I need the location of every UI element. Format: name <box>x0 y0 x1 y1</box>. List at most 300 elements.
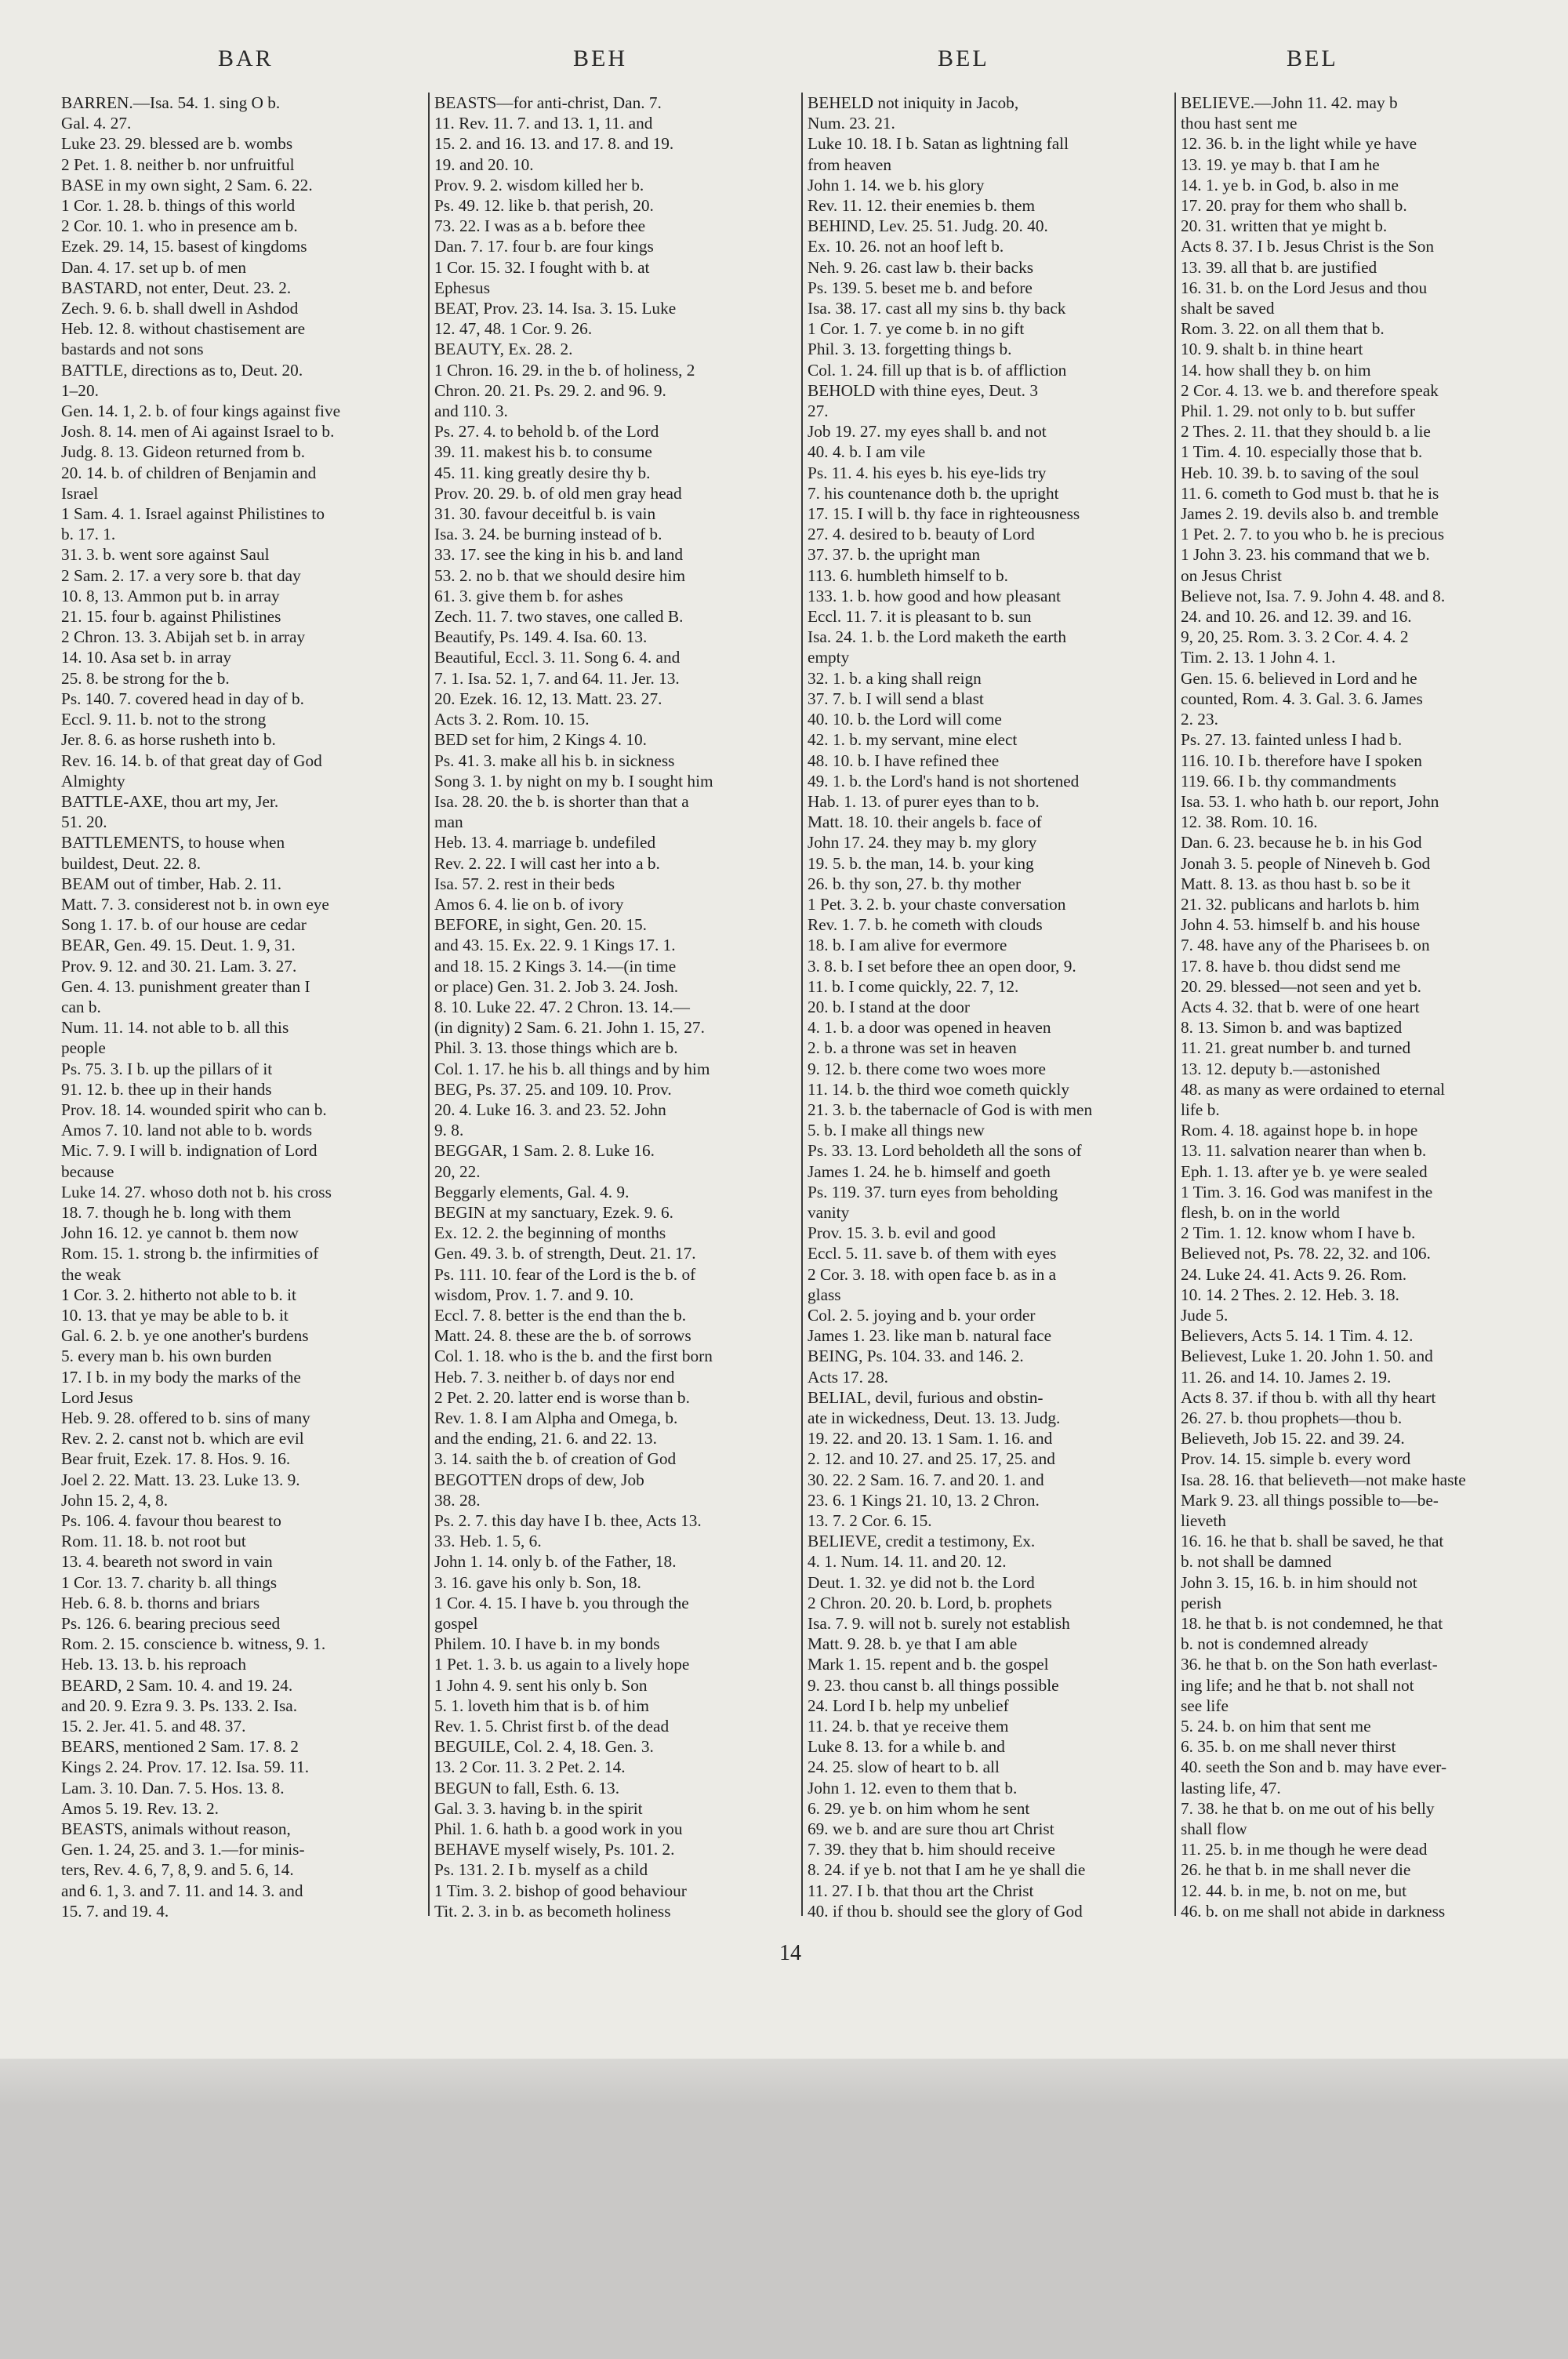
concordance-line: 1 Pet. 1. 3. b. us again to a lively hope <box>434 1655 690 1674</box>
concordance-line: 1 Cor. 1. 7. ye come b. in no gift <box>808 319 1025 339</box>
concordance-line: Matt. 8. 13. as thou hast b. so be it <box>1181 874 1410 893</box>
concordance-line: Heb. 7. 3. neither b. of days nor end <box>434 1367 675 1387</box>
concordance-line: and 18. 15. 2 Kings 3. 14.—(in time <box>434 956 677 976</box>
concordance-line: and the ending, 21. 6. and 22. 13. <box>434 1429 657 1448</box>
concordance-line: 69. we b. and are sure thou art Christ <box>808 1819 1054 1839</box>
concordance-line: 1 John 3. 23. his command that we b. <box>1181 545 1430 565</box>
concordance-line: 49. 1. b. the Lord's hand is not shortened <box>808 771 1080 791</box>
concordance-line: Ps. 33. 13. Lord beholdeth all the sons of <box>808 1141 1082 1161</box>
concordance-line: BEHIND, Lev. 25. 51. Judg. 20. 40. <box>808 216 1048 236</box>
column-4 <box>1181 93 1543 1920</box>
concordance-line: Mic. 7. 9. I will b. indignation of Lord <box>61 1141 318 1161</box>
concordance-line: shall flow <box>1181 1819 1247 1839</box>
concordance-line: on Jesus Christ <box>1181 565 1282 585</box>
concordance-line: perish <box>1181 1593 1222 1612</box>
concordance-line: 13. 7. 2 Cor. 6. 15. <box>808 1511 932 1531</box>
concordance-line: BEAUTY, Ex. 28. 2. <box>434 340 573 359</box>
concordance-line: Mark 9. 23. all things possible to—be- <box>1181 1490 1439 1510</box>
concordance-line: 13. 2 Cor. 11. 3. 2 Pet. 2. 14. <box>434 1757 626 1777</box>
concordance-line: Bear fruit, Ezek. 17. 8. Hos. 9. 16. <box>61 1449 291 1469</box>
concordance-line: 26. b. thy son, 27. b. thy mother <box>808 874 1022 893</box>
concordance-line: 16. 31. b. on the Lord Jesus and thou <box>1181 278 1428 297</box>
concordance-line: John 16. 12. ye cannot b. them now <box>61 1223 299 1243</box>
concordance-line: 12. 44. b. in me, b. not on me, but <box>1181 1881 1407 1900</box>
concordance-line: BEAM out of timber, Hab. 2. 11. <box>61 874 282 893</box>
concordance-line: shalt be saved <box>1181 299 1275 318</box>
concordance-line: Isa. 7. 9. will not b. surely not establish <box>808 1614 1070 1634</box>
concordance-line: 19. and 20. 10. <box>434 154 534 174</box>
concordance-line: 2 Cor. 10. 1. who in presence am b. <box>61 216 298 236</box>
concordance-line: 7. 48. have any of the Pharisees b. on <box>1181 936 1430 955</box>
concordance-line: Col. 2. 5. joying and b. your order <box>808 1305 1036 1325</box>
concordance-line: 26. he that b. in me shall never die <box>1181 1860 1411 1880</box>
concordance-line: John 1. 14. we b. his glory <box>808 175 985 194</box>
concordance-line: 10. 14. 2 Thes. 2. 12. Heb. 3. 18. <box>1181 1285 1399 1304</box>
concordance-line: 116. 10. I b. therefore have I spoken <box>1181 751 1422 770</box>
concordance-line: BEAR, Gen. 49. 15. Deut. 1. 9, 31. <box>61 936 296 955</box>
concordance-line: 15. 2. Jer. 41. 5. and 48. 37. <box>61 1717 246 1736</box>
concordance-line: Matt. 24. 8. these are the b. of sorrows <box>434 1326 691 1346</box>
concordance-line: Heb. 6. 8. b. thorns and briars <box>61 1593 260 1612</box>
concordance-line: 36. he that b. on the Son hath everlast- <box>1181 1655 1438 1674</box>
concordance-line: BEFORE, in sight, Gen. 20. 15. <box>434 915 647 935</box>
concordance-line: Dan. 7. 17. four b. are four kings <box>434 237 654 256</box>
concordance-line: 2. b. a throne was set in heaven <box>808 1038 1017 1058</box>
concordance-line: Heb. 10. 39. b. to saving of the soul <box>1181 463 1420 482</box>
concordance-line: Acts 8. 37. I b. Jesus Christ is the Son <box>1181 237 1435 256</box>
concordance-line: Ps. 106. 4. favour thou bearest to <box>61 1511 281 1531</box>
concordance-line: 113. 6. humbleth himself to b. <box>808 565 1008 585</box>
concordance-line: James 2. 19. devils also b. and tremble <box>1181 504 1439 524</box>
concordance-line: Matt. 9. 28. b. ye that I am able <box>808 1634 1018 1654</box>
concordance-line: 9, 20, 25. Rom. 3. 3. 2 Cor. 4. 4. 2 <box>1181 627 1409 647</box>
concordance-line: Philem. 10. I have b. in my bonds <box>434 1634 660 1654</box>
concordance-line: 30. 22. 2 Sam. 16. 7. and 20. 1. and <box>808 1470 1044 1489</box>
concordance-line: 21. 3. b. the tabernacle of God is with men <box>808 1100 1093 1119</box>
concordance-line: 20. b. I stand at the door <box>808 997 971 1016</box>
concordance-line: BEASTS—for anti-christ, Dan. 7. <box>434 93 662 112</box>
concordance-line: Gal. 6. 2. b. ye one another's burdens <box>61 1326 309 1346</box>
concordance-line: and 6. 1, 3. and 7. 11. and 14. 3. and <box>61 1881 303 1900</box>
concordance-line: Rom. 11. 18. b. not root but <box>61 1532 246 1551</box>
concordance-line: Jude 5. <box>1181 1305 1229 1325</box>
concordance-line: Rom. 3. 22. on all them that b. <box>1181 319 1385 339</box>
concordance-line: Dan. 6. 23. because he b. in his God <box>1181 833 1422 852</box>
concordance-line: Ps. 119. 37. turn eyes from beholding <box>808 1182 1058 1201</box>
concordance-line: 24. 25. slow of heart to b. all <box>808 1757 1000 1777</box>
concordance-line: Rev. 16. 14. b. of that great day of God <box>61 751 322 770</box>
concordance-line: 8. 24. if ye b. not that I am he ye shall die <box>808 1860 1086 1880</box>
concordance-line: 10. 13. that ye may be able to b. it <box>61 1305 289 1325</box>
concordance-line: 13. 39. all that b. are justified <box>1181 257 1377 277</box>
column-2 <box>434 93 797 1920</box>
concordance-line: Ex. 12. 2. the beginning of months <box>434 1223 666 1243</box>
concordance-line: 11. 21. great number b. and turned <box>1181 1038 1411 1058</box>
concordance-line: Almighty <box>61 771 125 791</box>
concordance-line: Luke 8. 13. for a while b. and <box>808 1737 1005 1757</box>
concordance-line: 11. 26. and 14. 10. James 2. 19. <box>1181 1367 1392 1387</box>
concordance-line: 51. 20. <box>61 812 107 832</box>
concordance-line: BEING, Ps. 104. 33. and 146. 2. <box>808 1347 1024 1366</box>
concordance-line: man <box>434 812 463 832</box>
concordance-line: 33. Heb. 1. 5, 6. <box>434 1532 542 1551</box>
concordance-line: 1 Cor. 4. 15. I have b. you through the <box>434 1593 689 1612</box>
concordance-line: 24. Lord I b. help my unbelief <box>808 1696 1009 1715</box>
concordance-line: BEGUN to fall, Esth. 6. 13. <box>434 1778 620 1797</box>
concordance-line: b. not shall be damned <box>1181 1552 1332 1572</box>
concordance-line: 40. seeth the Son and b. may have ever- <box>1181 1757 1447 1777</box>
concordance-line: Isa. 38. 17. cast all my sins b. thy back <box>808 299 1066 318</box>
running-headers <box>61 45 1551 85</box>
concordance-line: Isa. 24. 1. b. the Lord maketh the earth <box>808 627 1066 647</box>
concordance-line: Luke 10. 18. I b. Satan as lightning fall <box>808 134 1069 154</box>
concordance-line: 7. 39. they that b. him should receive <box>808 1840 1055 1859</box>
concordance-line: 3. 14. saith the b. of creation of God <box>434 1449 677 1469</box>
concordance-line: and 20. 9. Ezra 9. 3. Ps. 133. 2. Isa. <box>61 1696 298 1715</box>
concordance-line: Lord Jesus <box>61 1387 133 1407</box>
concordance-line: Beautify, Ps. 149. 4. Isa. 60. 13. <box>434 627 648 647</box>
concordance-line: 119. 66. I b. thy commandments <box>1181 771 1396 791</box>
concordance-line: Ps. 27. 13. fainted unless I had b. <box>1181 730 1403 750</box>
concordance-line: John 15. 2, 4, 8. <box>61 1490 169 1510</box>
concordance-line: Gen. 4. 13. punishment greater than I <box>61 976 310 996</box>
concordance-line: Tim. 2. 13. 1 John 4. 1. <box>1181 648 1336 667</box>
concordance-line: 18. 7. though he b. long with them <box>61 1202 292 1222</box>
concordance-line: 4. 1. b. a door was opened in heaven <box>808 1018 1051 1038</box>
concordance-line: see life <box>1181 1696 1229 1715</box>
concordance-line: Phil. 1. 29. not only to b. but suffer <box>1181 402 1415 421</box>
concordance-line: 13. 11. salvation nearer than when b. <box>1181 1141 1427 1161</box>
concordance-line: 3. 16. gave his only b. Son, 18. <box>434 1572 641 1592</box>
concordance-line: 31. 30. favour deceitful b. is vain <box>434 504 656 524</box>
concordance-line: Isa. 3. 24. be burning instead of b. <box>434 525 662 544</box>
concordance-line: 11. 24. b. that ye receive them <box>808 1717 1009 1736</box>
concordance-line: Col. 1. 18. who is the b. and the first born <box>434 1347 713 1366</box>
concordance-line: 45. 11. king greatly desire thy b. <box>434 463 651 482</box>
concordance-line: 2 Cor. 4. 13. we b. and therefore speak <box>1181 380 1439 400</box>
concordance-line: ing life; and he that b. not shall not <box>1181 1675 1414 1695</box>
concordance-line: 12. 36. b. in the light while ye have <box>1181 134 1417 154</box>
concordance-line: empty <box>808 648 850 667</box>
concordance-line: (in dignity) 2 Sam. 6. 21. John 1. 15, 27. <box>434 1018 705 1038</box>
concordance-line: Phil. 1. 6. hath b. a good work in you <box>434 1819 683 1839</box>
concordance-line: Prov. 18. 14. wounded spirit who can b. <box>61 1100 327 1119</box>
concordance-line: Acts 8. 37. if thou b. with all thy heart <box>1181 1387 1436 1407</box>
concordance-line: Deut. 1. 32. ye did not b. the Lord <box>808 1572 1035 1592</box>
concordance-line: buildest, Deut. 22. 8. <box>61 853 201 873</box>
concordance-line: Gen. 15. 6. believed in Lord and he <box>1181 668 1417 688</box>
concordance-line: Believe not, Isa. 7. 9. John 4. 48. and 8. <box>1181 586 1446 605</box>
concordance-line: counted, Rom. 4. 3. Gal. 3. 6. James <box>1181 689 1423 708</box>
concordance-line: 1 Tim. 3. 2. bishop of good behaviour <box>434 1881 687 1900</box>
concordance-line: bastards and not sons <box>61 340 204 359</box>
concordance-line: 18. he that b. is not condemned, he that <box>1181 1614 1443 1634</box>
concordance-line: Heb. 12. 8. without chastisement are <box>61 319 306 339</box>
concordance-line: Rev. 2. 22. I will cast her into a b. <box>434 853 660 873</box>
concordance-line: Isa. 57. 2. rest in their beds <box>434 874 615 893</box>
concordance-line: 23. 6. 1 Kings 21. 10, 13. 2 Chron. <box>808 1490 1040 1510</box>
concordance-line: can b. <box>61 997 101 1016</box>
concordance-line: 12. 47, 48. 1 Cor. 9. 26. <box>434 319 593 339</box>
concordance-line: 11. b. I come quickly, 22. 7, 12. <box>808 976 1019 996</box>
concordance-line: the weak <box>61 1264 122 1284</box>
concordance-line: 1 Tim. 3. 16. God was manifest in the <box>1181 1182 1433 1201</box>
concordance-line: Ps. 11. 4. his eyes b. his eye-lids try <box>808 463 1047 482</box>
concordance-line: BATTLE, directions as to, Deut. 20. <box>61 360 303 380</box>
concordance-line: Eccl. 7. 8. better is the end than the b. <box>434 1305 687 1325</box>
concordance-line: BATTLEMENTS, to house when <box>61 833 285 852</box>
concordance-line: wisdom, Prov. 1. 7. and 9. 10. <box>434 1285 634 1304</box>
page-block <box>61 45 1551 1965</box>
concordance-line: 2 Cor. 3. 18. with open face b. as in a <box>808 1264 1057 1284</box>
concordance-line: 13. 4. beareth not sword in vain <box>61 1552 273 1572</box>
concordance-line: Eph. 1. 13. after ye b. ye were sealed <box>1181 1161 1428 1181</box>
concordance-line: Col. 1. 24. fill up that is b. of affliction <box>808 360 1067 380</box>
concordance-line: Ps. 49. 12. like b. that perish, 20. <box>434 196 654 216</box>
concordance-line: 2. 23. <box>1181 710 1218 729</box>
concordance-line: Col. 1. 17. he his b. all things and by him <box>434 1059 710 1078</box>
concordance-line: 91. 12. b. thee up in their hands <box>61 1079 272 1099</box>
concordance-line: lasting life, 47. <box>1181 1778 1281 1797</box>
concordance-line: 5. 1. loveth him that is b. of him <box>434 1696 649 1715</box>
concordance-line: BEASTS, animals without reason, <box>61 1819 291 1839</box>
concordance-line: 14. how shall they b. on him <box>1181 360 1371 380</box>
concordance-line: Rom. 2. 15. conscience b. witness, 9. 1. <box>61 1634 326 1654</box>
concordance-line: Josh. 8. 14. men of Ai against Israel to b. <box>61 422 335 442</box>
concordance-line: Luke 14. 27. whoso doth not b. his cross <box>61 1182 332 1201</box>
concordance-line: 15. 7. and 19. 4. <box>61 1901 169 1920</box>
concordance-line: 2 Tim. 1. 12. know whom I have b. <box>1181 1223 1416 1243</box>
concordance-line: Israel <box>61 483 99 503</box>
concordance-line: 1 Pet. 3. 2. b. your chaste conversation <box>808 894 1066 914</box>
concordance-line: Ps. 27. 4. to behold b. of the Lord <box>434 422 659 442</box>
header-col2: BEH <box>573 45 627 71</box>
concordance-line: 1 Cor. 3. 2. hitherto not able to b. it <box>61 1285 296 1304</box>
concordance-line: Neh. 9. 26. cast law b. their backs <box>808 257 1034 277</box>
concordance-line: 17. 20. pray for them who shall b. <box>1181 196 1407 216</box>
concordance-line: Prov. 15. 3. b. evil and good <box>808 1223 996 1243</box>
concordance-line: BARREN.—Isa. 54. 1. sing O b. <box>61 93 281 112</box>
concordance-line: 24. Luke 24. 41. Acts 9. 26. Rom. <box>1181 1264 1407 1284</box>
concordance-line: Isa. 28. 20. the b. is shorter than that a <box>434 791 689 811</box>
concordance-line: 2 Thes. 2. 11. that they should b. a lie <box>1181 422 1431 442</box>
concordance-line: 40. if thou b. should see the glory of God <box>808 1901 1083 1920</box>
concordance-line: 61. 3. give them b. for ashes <box>434 586 623 605</box>
concordance-line: life b. <box>1181 1100 1220 1119</box>
concordance-line: Rev. 1. 8. I am Alpha and Omega, b. <box>434 1408 678 1427</box>
concordance-line: or place) Gen. 31. 2. Job 3. 24. Josh. <box>434 976 679 996</box>
concordance-line: Ps. 41. 3. make all his b. in sickness <box>434 751 675 770</box>
concordance-line: BEGIN at my sanctuary, Ezek. 9. 6. <box>434 1202 673 1222</box>
concordance-line: Ps. 2. 7. this day have I b. thee, Acts 13. <box>434 1511 702 1531</box>
concordance-line: Joel 2. 22. Matt. 13. 23. Luke 13. 9. <box>61 1470 300 1489</box>
concordance-line: Zech. 9. 6. b. shall dwell in Ashdod <box>61 299 299 318</box>
concordance-line: 10. 8, 13. Ammon put b. in array <box>61 586 280 605</box>
concordance-line: 40. 4. b. I am vile <box>808 442 926 462</box>
concordance-line: Acts 17. 28. <box>808 1367 888 1387</box>
concordance-line: 1 Cor. 15. 32. I fought with b. at <box>434 257 650 277</box>
concordance-line: Beautiful, Eccl. 3. 11. Song 6. 4. and <box>434 648 681 667</box>
concordance-line: Tit. 2. 3. in b. as becometh holiness <box>434 1901 671 1920</box>
concordance-line: James 1. 23. like man b. natural face <box>808 1326 1052 1346</box>
concordance-line: 8. 10. Luke 22. 47. 2 Chron. 13. 14.— <box>434 997 690 1016</box>
concordance-line: 42. 1. b. my servant, mine elect <box>808 730 1018 750</box>
concordance-line: vanity <box>808 1202 850 1222</box>
concordance-line: Mark 1. 15. repent and b. the gospel <box>808 1655 1049 1674</box>
concordance-line: Isa. 53. 1. who hath b. our report, John <box>1181 791 1439 811</box>
concordance-line: John 1. 14. only b. of the Father, 18. <box>434 1552 677 1572</box>
concordance-line: 1 Cor. 13. 7. charity b. all things <box>61 1572 278 1592</box>
concordance-line: BEGGAR, 1 Sam. 2. 8. Luke 16. <box>434 1141 655 1161</box>
concordance-line: 48. 10. b. I have refined thee <box>808 751 1000 770</box>
concordance-line: Song 3. 1. by night on my b. I sought him <box>434 771 713 791</box>
concordance-line: 53. 2. no b. that we should desire him <box>434 565 686 585</box>
concordance-line: and 110. 3. <box>434 402 508 421</box>
concordance-line: 1 Chron. 16. 29. in the b. of holiness, 2 <box>434 360 695 380</box>
concordance-line: Gal. 3. 3. having b. in the spirit <box>434 1798 643 1818</box>
concordance-line: Gen. 1. 24, 25. and 3. 1.—for minis- <box>61 1840 305 1859</box>
column-divider <box>801 93 803 1916</box>
concordance-line: Zech. 11. 7. two staves, one called B. <box>434 607 684 627</box>
concordance-line: 5. b. I make all things new <box>808 1121 985 1140</box>
concordance-line: Judg. 8. 13. Gideon returned from b. <box>61 442 306 462</box>
concordance-line: 39. 11. makest his b. to consume <box>434 442 652 462</box>
concordance-line: BEHELD not iniquity in Jacob, <box>808 93 1019 112</box>
concordance-line: ters, Rev. 4. 6, 7, 8, 9. and 5. 6, 14. <box>61 1860 294 1880</box>
concordance-line: Rom. 4. 18. against hope b. in hope <box>1181 1121 1418 1140</box>
concordance-line: Gen. 49. 3. b. of strength, Deut. 21. 17. <box>434 1244 696 1263</box>
concordance-line: 38. 28. <box>434 1490 481 1510</box>
concordance-line: gospel <box>434 1614 478 1634</box>
concordance-line: 11. 14. b. the third woe cometh quickly <box>808 1079 1069 1099</box>
concordance-line: 17. 8. have b. thou didst send me <box>1181 956 1401 976</box>
concordance-line: Phil. 3. 13. those things which are b. <box>434 1038 678 1058</box>
concordance-line: 6. 29. ye b. on him whom he sent <box>808 1798 1030 1818</box>
concordance-line: 13. 12. deputy b.—astonished <box>1181 1059 1381 1078</box>
concordance-line: Prov. 9. 2. wisdom killed her b. <box>434 175 644 194</box>
concordance-line: BELIEVE.—John 11. 42. may b <box>1181 93 1398 112</box>
concordance-line: BEGUILE, Col. 2. 4, 18. Gen. 3. <box>434 1737 654 1757</box>
concordance-line: 26. 27. b. thou prophets—thou b. <box>1181 1408 1403 1427</box>
concordance-line: Gal. 4. 27. <box>61 114 132 133</box>
concordance-line: Ps. 131. 2. I b. myself as a child <box>434 1860 648 1880</box>
concordance-line: 17. I b. in my body the marks of the <box>61 1367 301 1387</box>
concordance-line: BEHOLD with thine eyes, Deut. 3 <box>808 380 1038 400</box>
concordance-line: Ezek. 29. 14, 15. basest of kingdoms <box>61 237 307 256</box>
concordance-line: Phil. 3. 13. forgetting things b. <box>808 340 1012 359</box>
concordance-line: b. not is condemned already <box>1181 1634 1369 1654</box>
concordance-line: 2 Pet. 1. 8. neither b. nor unfruitful <box>61 154 295 174</box>
concordance-line: 20. Ezek. 16. 12, 13. Matt. 23. 27. <box>434 689 662 708</box>
concordance-line: 46. b. on me shall not abide in darkness <box>1181 1901 1446 1920</box>
concordance-line: 19. 5. b. the man, 14. b. your king <box>808 853 1034 873</box>
concordance-line: 2. 12. and 10. 27. and 25. 17, 25. and <box>808 1449 1055 1469</box>
concordance-line: 15. 2. and 16. 13. and 17. 8. and 19. <box>434 134 674 154</box>
concordance-line: BEHAVE myself wisely, Ps. 101. 2. <box>434 1840 675 1859</box>
concordance-line: Ps. 140. 7. covered head in day of b. <box>61 689 304 708</box>
concordance-line: Luke 23. 29. blessed are b. wombs <box>61 134 293 154</box>
concordance-line: Gen. 14. 1, 2. b. of four kings against five <box>61 402 341 421</box>
concordance-line: 11. 6. cometh to God must b. that he is <box>1181 483 1439 503</box>
concordance-line: Acts 3. 2. Rom. 10. 15. <box>434 710 590 729</box>
concordance-line: 1 John 4. 9. sent his only b. Son <box>434 1675 648 1695</box>
concordance-line: Ephesus <box>434 278 490 297</box>
concordance-line: ate in wickedness, Deut. 13. 13. Judg. <box>808 1408 1061 1427</box>
concordance-line: 20. 14. b. of children of Benjamin and <box>61 463 317 482</box>
concordance-line: BATTLE-AXE, thou art my, Jer. <box>61 791 279 811</box>
concordance-line: Believers, Acts 5. 14. 1 Tim. 4. 12. <box>1181 1326 1414 1346</box>
concordance-line: 2 Pet. 2. 20. latter end is worse than b. <box>434 1387 690 1407</box>
concordance-line: Lam. 3. 10. Dan. 7. 5. Hos. 13. 8. <box>61 1778 285 1797</box>
concordance-line: 5. 24. b. on him that sent me <box>1181 1717 1371 1736</box>
concordance-line: glass <box>808 1285 841 1304</box>
concordance-line: Num. 23. 21. <box>808 114 895 133</box>
concordance-line: 1 Pet. 2. 7. to you who b. he is precious <box>1181 525 1444 544</box>
concordance-line: 73. 22. I was as a b. before thee <box>434 216 646 236</box>
concordance-line: Acts 4. 32. that b. were of one heart <box>1181 997 1420 1016</box>
concordance-line: 3. 8. b. I set before thee an open door, 9. <box>808 956 1076 976</box>
concordance-line: 21. 32. publicans and harlots b. him <box>1181 894 1420 914</box>
scanner-background <box>0 2059 1568 2106</box>
concordance-line: 17. 15. I will b. thy face in righteousness <box>808 504 1080 524</box>
concordance-line: 11. 27. I b. that thou art the Christ <box>808 1881 1034 1900</box>
concordance-line: people <box>61 1038 106 1058</box>
concordance-line: 5. every man b. his own burden <box>61 1347 272 1366</box>
concordance-line: 14. 1. ye b. in God, b. also in me <box>1181 175 1399 194</box>
concordance-line: John 17. 24. they may b. my glory <box>808 833 1037 852</box>
concordance-line: 20. 31. written that ye might b. <box>1181 216 1388 236</box>
concordance-line: 9. 23. thou canst b. all things possible <box>808 1675 1059 1695</box>
concordance-line: 7. 1. Isa. 52. 1, 7. and 64. 11. Jer. 13. <box>434 668 680 688</box>
concordance-line: because <box>61 1161 114 1181</box>
concordance-line: 21. 15. four b. against Philistines <box>61 607 281 627</box>
concordance-line: Matt. 18. 10. their angels b. face of <box>808 812 1042 832</box>
concordance-line: 10. 9. shalt b. in thine heart <box>1181 340 1363 359</box>
concordance-line: 1 Tim. 4. 10. especially those that b. <box>1181 442 1423 462</box>
concordance-line: flesh, b. on in the world <box>1181 1202 1340 1222</box>
concordance-line: Ex. 10. 26. not an hoof left b. <box>808 237 1004 256</box>
concordance-line: 2 Chron. 13. 3. Abijah set b. in array <box>61 627 306 647</box>
concordance-line: Rev. 2. 2. canst not b. which are evil <box>61 1429 304 1448</box>
concordance-line: Isa. 28. 16. that believeth—not make haste <box>1181 1470 1466 1489</box>
concordance-line: 16. 16. he that b. shall be saved, he that <box>1181 1532 1444 1551</box>
concordance-line: 20. 4. Luke 16. 3. and 23. 52. John <box>434 1100 666 1119</box>
concordance-line: Num. 11. 14. not able to b. all this <box>61 1018 289 1038</box>
concordance-line: Amos 7. 10. land not able to b. words <box>61 1121 313 1140</box>
concordance-line: from heaven <box>808 154 892 174</box>
concordance-line: BELIAL, devil, furious and obstin- <box>808 1387 1044 1407</box>
concordance-line: Ps. 75. 3. I b. up the pillars of it <box>61 1059 273 1078</box>
concordance-line: John 4. 53. himself b. and his house <box>1181 915 1421 935</box>
concordance-line: BASE in my own sight, 2 Sam. 6. 22. <box>61 175 313 194</box>
header-col3: BEL <box>938 45 989 71</box>
concordance-line: BEGOTTEN drops of dew, Job <box>434 1470 644 1489</box>
concordance-line: Ps. 111. 10. fear of the Lord is the b. of <box>434 1264 696 1284</box>
concordance-line: 7. 38. he that b. on me out of his belly <box>1181 1798 1435 1818</box>
concordance-line: BELIEVE, credit a testimony, Ex. <box>808 1532 1036 1551</box>
concordance-line: 1 Sam. 4. 1. Israel against Philistines to <box>61 504 325 524</box>
concordance-line: 13. 19. ye may b. that I am he <box>1181 154 1380 174</box>
concordance-line: Believest, Luke 1. 20. John 1. 50. and <box>1181 1347 1433 1366</box>
concordance-line: 20, 22. <box>434 1161 481 1181</box>
concordance-line: 1 Cor. 1. 28. b. things of this world <box>61 196 296 216</box>
concordance-line: Job 19. 27. my eyes shall b. and not <box>808 422 1047 442</box>
concordance-line: and 43. 15. Ex. 22. 9. 1 Kings 17. 1. <box>434 936 676 955</box>
concordance-line: 2 Chron. 20. 20. b. Lord, b. prophets <box>808 1593 1052 1612</box>
concordance-line: Beggarly elements, Gal. 4. 9. <box>434 1182 630 1201</box>
header-col4: BEL <box>1287 45 1338 71</box>
concordance-line: 48. as many as were ordained to eternal <box>1181 1079 1446 1099</box>
